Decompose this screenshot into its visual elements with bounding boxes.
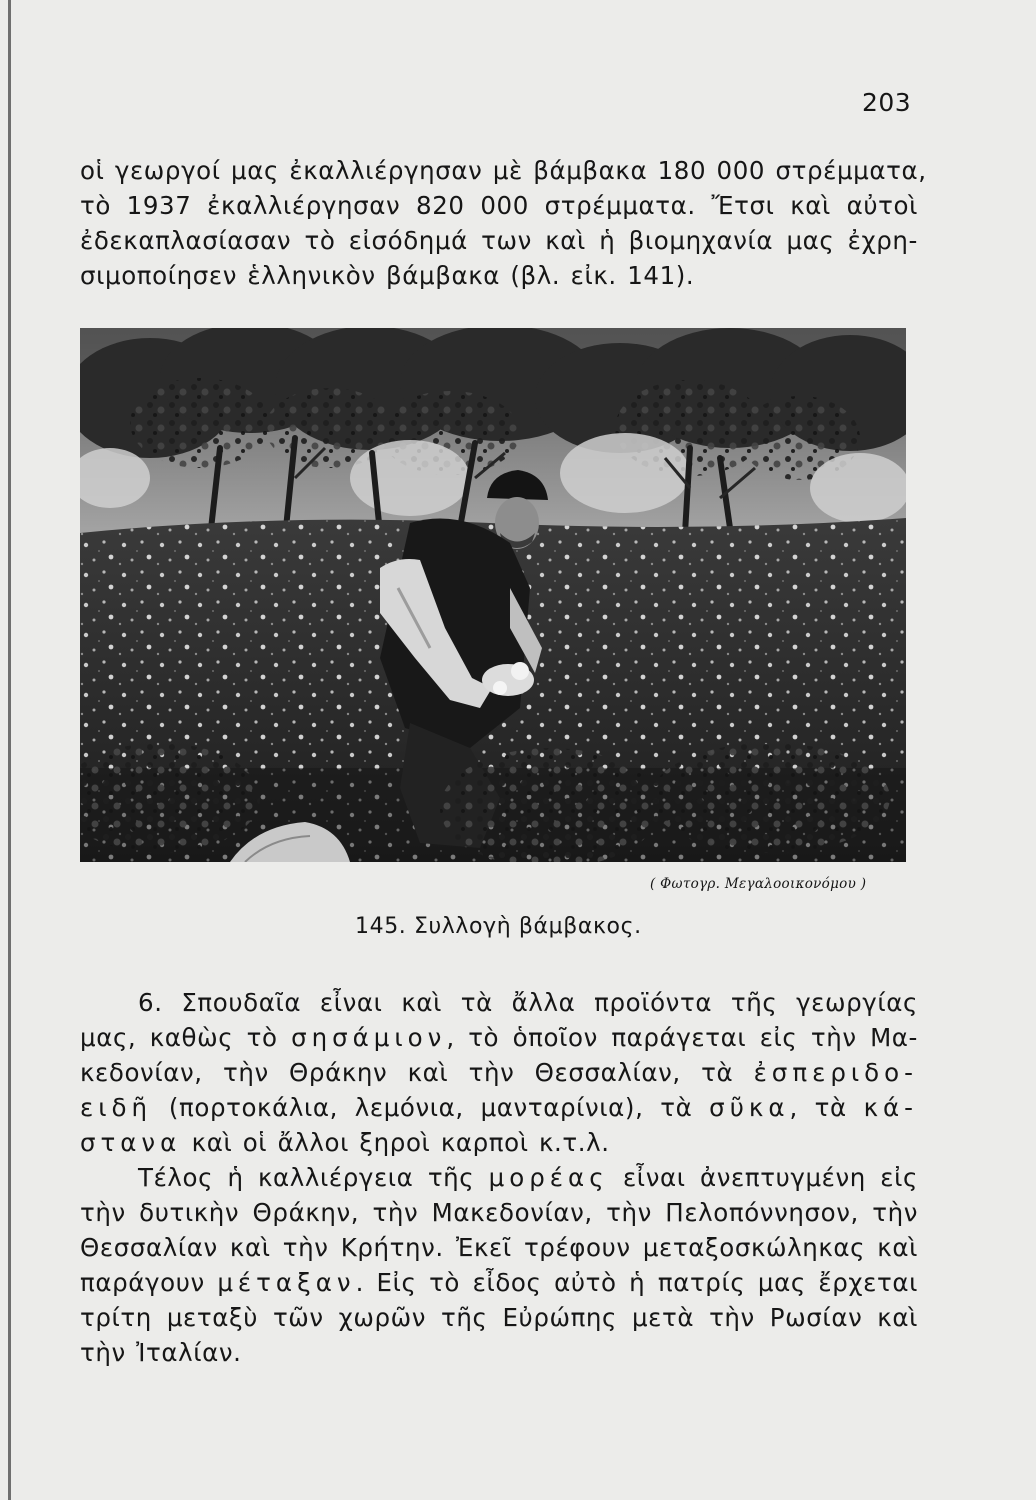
page-binding-edge [8, 0, 11, 1500]
section-line: 6. Σπουδαῖα εἶναι καὶ τὰ ἄλλα προϊόντα τῆς γεωργίας [138, 988, 918, 1017]
section-line: μας, καθὼς τὸ σησάμιον, τὸ ὁποῖον παράγεται εἰς τὴν Μα- [80, 1023, 918, 1052]
emphasized-term: κά- [863, 1093, 919, 1122]
section-line: τρίτη μεταξὺ τῶν χωρῶν τῆς Εὐρώπης μετὰ τὴν Ρωσίαν καὶ [80, 1303, 918, 1332]
photo-credit: ( Φωτογρ. Μεγαλοοικονόμου ) [650, 876, 867, 892]
intro-paragraph [80, 153, 927, 293]
emphasized-term: μέταξαν [217, 1268, 356, 1297]
section-line: παράγουν μέταξαν. Εἰς τὸ εἶδος αὐτὸ ἡ πατρίς μας ἔρχεται [80, 1268, 918, 1297]
emphasized-term: ἐσπεριδο- [753, 1058, 918, 1087]
intro-line: ἐδεκαπλασίασαν τὸ εἰσόδημά των καὶ ἡ βιομηχανία μας ἐχρη- [80, 226, 918, 255]
section-line: Θεσσαλίαν καὶ τὴν Κρήτην. Ἐκεῖ τρέφουν μεταξοσκώληκας καὶ [80, 1233, 918, 1262]
section-line: τὴν δυτικὴν Θράκην, τὴν Μακεδονίαν, τὴν Πελοπόννησον, τὴν [80, 1198, 918, 1227]
section-line: ειδῆ (πορτοκάλια, λεμόνια, μανταρίνια), τὰ σῦκα, τὰ κά- [80, 1093, 919, 1122]
page-number: 203 [862, 88, 912, 117]
emphasized-term: σησάμιον [291, 1023, 447, 1052]
emphasized-term: μορέας [488, 1163, 609, 1192]
intro-line: σιμοποίησεν ἑλληνικὸν βάμβακα (βλ. εἰκ. 141). [80, 261, 695, 290]
intro-line: οἱ γεωργοί μας ἐκαλλιέργησαν μὲ βάμβακα 180 000 στρέμματα, [80, 156, 927, 185]
emphasized-term: ειδῆ [80, 1093, 153, 1122]
cotton-harvest-photo [80, 328, 906, 862]
section-line: τὴν Ἰταλίαν. [80, 1338, 242, 1367]
emphasized-term: σῦκα [709, 1093, 790, 1122]
section-line: Τέλος ἡ καλλιέργεια τῆς μορέας εἶναι ἀνεπτυγμένη εἰς [138, 1163, 919, 1192]
emphasized-term: στανα [80, 1128, 182, 1157]
section-6-paragraph [80, 985, 918, 1370]
figure-caption: 145. Συλλογὴ βάμβακος. [355, 914, 642, 939]
section-line: κεδονίαν, τὴν Θράκην καὶ τὴν Θεσσαλίαν, τὰ ἐσπεριδο- [80, 1058, 918, 1087]
intro-line: τὸ 1937 ἐκαλλιέργησαν 820 000 στρέμματα. Ἔτσι καὶ αὐτοὶ [80, 191, 918, 220]
section-line: στανα καὶ οἱ ἄλλοι ξηροὶ καρποὶ κ.τ.λ. [80, 1128, 610, 1157]
